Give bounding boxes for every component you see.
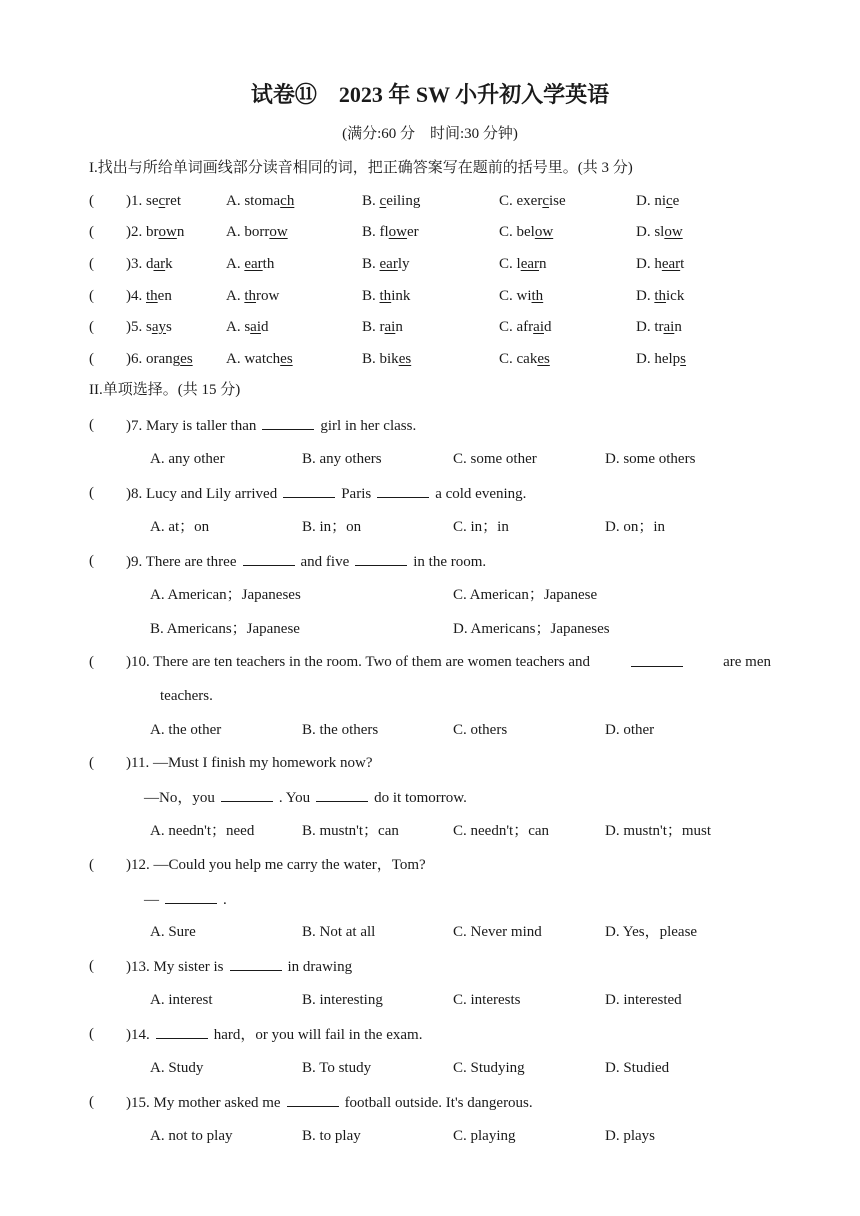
answer-blank[interactable] bbox=[631, 652, 683, 667]
option-a: A. at；on bbox=[150, 519, 210, 535]
option-b: B. mustn't；can bbox=[302, 823, 399, 839]
question-10-continued: teachers. bbox=[160, 688, 213, 704]
option-c: C. interests bbox=[453, 992, 521, 1008]
option-d: D. plays bbox=[605, 1128, 655, 1144]
answer-paren[interactable]: ( bbox=[89, 417, 94, 433]
option-a: A. any other bbox=[150, 451, 225, 467]
answer-paren[interactable]: ( bbox=[89, 319, 94, 335]
option-b: B. in；on bbox=[302, 519, 362, 535]
option-b: B. Not at all bbox=[302, 924, 376, 940]
option-b: B. to play bbox=[302, 1128, 361, 1144]
option-d: D. on；in bbox=[605, 519, 666, 535]
option-b: B. interesting bbox=[302, 992, 383, 1008]
answer-paren[interactable]: ( bbox=[89, 351, 94, 367]
option-a: A. earth bbox=[226, 256, 275, 272]
answer-blank[interactable] bbox=[243, 551, 295, 566]
option-b: B. think bbox=[362, 288, 411, 304]
option-d: D. Americans；Japaneses bbox=[453, 621, 610, 637]
answer-paren[interactable]: ( bbox=[89, 1094, 94, 1110]
question-11-reply: —No，you . You do it tomorrow. bbox=[144, 787, 467, 808]
option-d: D. thick bbox=[636, 288, 685, 304]
option-c: C. below bbox=[499, 224, 554, 240]
question-12: )12. —Could you help me carry the water，Tom? bbox=[126, 857, 426, 873]
option-c: C. Never mind bbox=[453, 924, 542, 940]
answer-paren[interactable]: ( bbox=[89, 193, 94, 209]
answer-blank[interactable] bbox=[316, 787, 368, 802]
option-c: C. afraid bbox=[499, 319, 552, 335]
option-c: C. cakes bbox=[499, 351, 550, 367]
option-c: C. some other bbox=[453, 451, 537, 467]
option-d: D. heart bbox=[636, 256, 685, 272]
option-a: A. throw bbox=[226, 288, 280, 304]
option-a: A. needn't；need bbox=[150, 823, 255, 839]
option-a: A. watches bbox=[226, 351, 293, 367]
question-12-reply: — . bbox=[144, 889, 227, 910]
question-14: )14. hard，or you will fail in the exam. bbox=[126, 1024, 422, 1045]
answer-blank[interactable] bbox=[221, 787, 273, 802]
option-d: D. nice bbox=[636, 193, 680, 209]
question-word: )5. says bbox=[126, 319, 172, 335]
option-b: B. To study bbox=[302, 1060, 372, 1076]
answer-blank[interactable] bbox=[283, 483, 335, 498]
option-b: B. flower bbox=[362, 224, 419, 240]
option-a: A. interest bbox=[150, 992, 213, 1008]
option-c: C. others bbox=[453, 722, 508, 738]
option-b: B. bikes bbox=[362, 351, 412, 367]
option-a: A. said bbox=[226, 319, 269, 335]
question-10: )10. There are ten teachers in the room. Two of them are women teachers and are men bbox=[126, 654, 771, 670]
question-11: )11. —Must I finish my homework now? bbox=[126, 755, 373, 771]
answer-blank[interactable] bbox=[262, 415, 314, 430]
answer-paren[interactable]: ( bbox=[89, 1026, 94, 1042]
page-title: 试卷⑪ 2023 年 SW 小升初入学英语 bbox=[250, 82, 610, 107]
option-c: C. with bbox=[499, 288, 544, 304]
question-word: )2. brown bbox=[126, 224, 185, 240]
option-b: B. early bbox=[362, 256, 410, 272]
answer-blank[interactable] bbox=[156, 1024, 208, 1039]
option-a: A. Sure bbox=[150, 924, 196, 940]
option-c: C. Studying bbox=[453, 1060, 525, 1076]
option-a: A. American；Japaneses bbox=[150, 587, 301, 603]
option-b: B. the others bbox=[302, 722, 379, 738]
answer-blank[interactable] bbox=[377, 483, 429, 498]
option-a: A. stomach bbox=[226, 193, 295, 209]
option-b: B. rain bbox=[362, 319, 403, 335]
option-d: D. Studied bbox=[605, 1060, 670, 1076]
option-c: C. in；in bbox=[453, 519, 509, 535]
answer-paren[interactable]: ( bbox=[89, 755, 94, 771]
answer-blank[interactable] bbox=[165, 889, 217, 904]
option-d: D. mustn't；must bbox=[605, 823, 712, 839]
option-c: C. needn't；can bbox=[453, 823, 550, 839]
question-word: )4. then bbox=[126, 288, 172, 304]
question-13: )13. My sister is in drawing bbox=[126, 956, 352, 977]
option-c: C. playing bbox=[453, 1128, 516, 1144]
answer-blank[interactable] bbox=[230, 956, 282, 971]
section-1-heading: I.找出与所给单词画线部分读音相同的词，把正确答案写在题前的括号里。(共 3 分) bbox=[89, 160, 633, 176]
answer-paren[interactable]: ( bbox=[89, 256, 94, 272]
page-subtitle: (满分:60 分 时间:30 分钟) bbox=[342, 126, 518, 142]
answer-paren[interactable]: ( bbox=[89, 958, 94, 974]
question-word: )3. dark bbox=[126, 256, 173, 272]
option-a: A. borrow bbox=[226, 224, 288, 240]
answer-paren[interactable]: ( bbox=[89, 485, 94, 501]
option-c: C. exercise bbox=[499, 193, 566, 209]
option-d: D. Yes，please bbox=[605, 924, 698, 940]
option-d: D. interested bbox=[605, 992, 682, 1008]
option-b: B. Americans；Japanese bbox=[150, 621, 300, 637]
option-a: A. not to play bbox=[150, 1128, 233, 1144]
option-d: D. slow bbox=[636, 224, 683, 240]
option-a: A. Study bbox=[150, 1060, 204, 1076]
question-7: )7. Mary is taller than girl in her class. bbox=[126, 415, 416, 436]
answer-paren[interactable]: ( bbox=[89, 654, 94, 670]
answer-blank[interactable] bbox=[287, 1092, 339, 1107]
question-word: )6. oranges bbox=[126, 351, 193, 367]
question-9: )9. There are three and five in the room. bbox=[126, 551, 486, 572]
answer-paren[interactable]: ( bbox=[89, 553, 94, 569]
option-b: B. any others bbox=[302, 451, 382, 467]
answer-paren[interactable]: ( bbox=[89, 224, 94, 240]
option-d: D. helps bbox=[636, 351, 687, 367]
option-d: D. other bbox=[605, 722, 655, 738]
option-c: C. learn bbox=[499, 256, 547, 272]
answer-blank[interactable] bbox=[355, 551, 407, 566]
option-c: C. American；Japanese bbox=[453, 587, 598, 603]
option-d: D. some others bbox=[605, 451, 696, 467]
question-15: )15. My mother asked me football outside. It's dangerous. bbox=[126, 1092, 533, 1113]
section-2-heading: II.单项选择。(共 15 分) bbox=[89, 382, 241, 398]
option-d: D. train bbox=[636, 319, 682, 335]
option-a: A. the other bbox=[150, 722, 222, 738]
answer-paren[interactable]: ( bbox=[89, 288, 94, 304]
option-b: B. ceiling bbox=[362, 193, 421, 209]
question-8: )8. Lucy and Lily arrived Paris a cold evening. bbox=[126, 483, 526, 504]
answer-paren[interactable]: ( bbox=[89, 857, 94, 873]
question-word: )1. secret bbox=[126, 193, 181, 209]
